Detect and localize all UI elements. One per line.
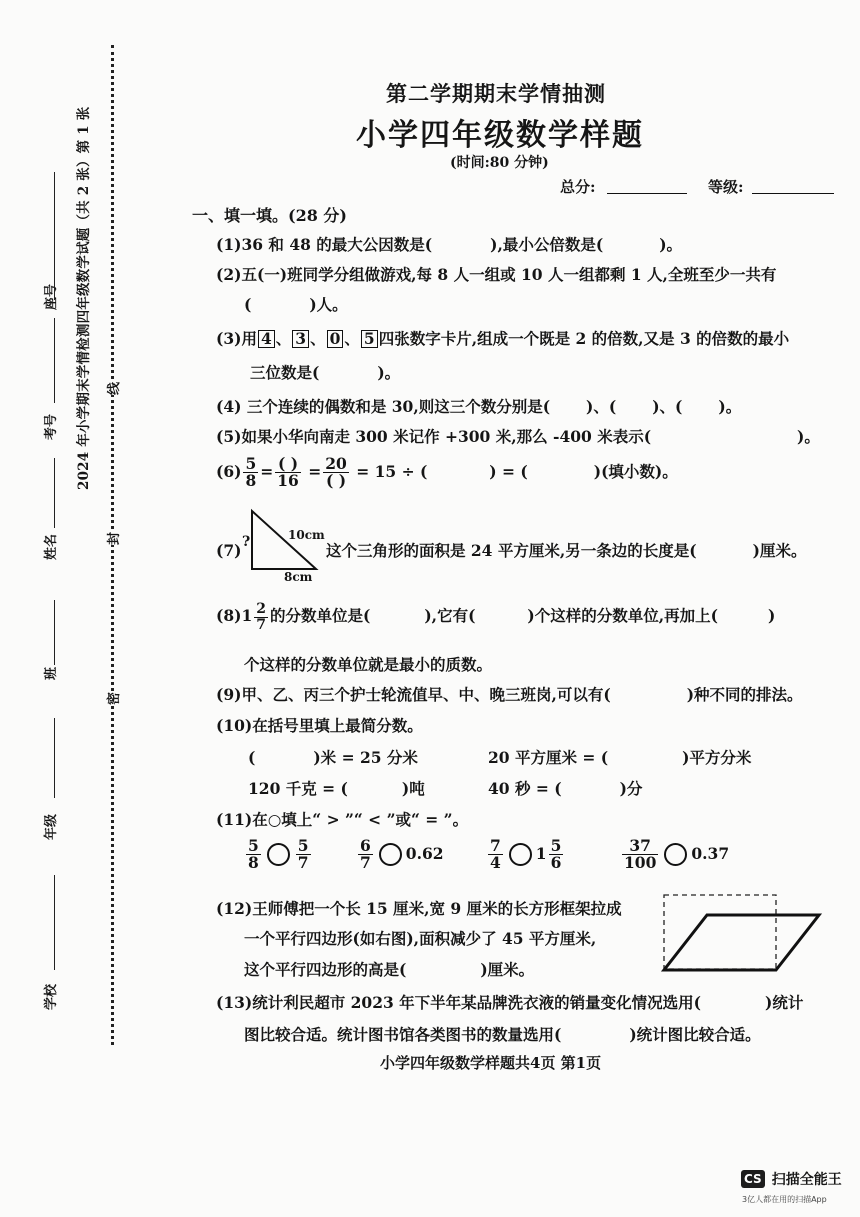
question-13-line2: 图比较合适。统计图书馆各类图书的数量选用( )统计图比较合适。 (244, 1025, 761, 1044)
q10-row1-left: ( )米 = 25 分米 (248, 748, 418, 767)
question-9: (9)甲、乙、丙三个护士轮流值早、中、晚三班岗,可以有( )种不同的排法。 (216, 685, 803, 704)
q11-compare-4: $\frac{37}{100}$ 0.37 (624, 836, 730, 873)
section-1-heading: 一、填一填。(28 分) (192, 206, 347, 225)
seat-line (54, 172, 55, 300)
question-2-answer (244, 293, 348, 315)
fraction-5-8: $\frac{5}{8}$ (245, 454, 257, 491)
seal-dotted-line (111, 45, 114, 1045)
name-label: 姓名 (44, 533, 59, 560)
school-label: 学校 (44, 983, 59, 1010)
triangle-unknown-side: ? (242, 534, 251, 550)
digit-card-0: 0 (327, 330, 344, 348)
q11-compare-1: $\frac{5}{8}$ $\frac{5}{7}$ (248, 836, 309, 873)
q10-row1-right: 20 平方厘米 = ( )平方分米 (488, 748, 752, 767)
exam-time: (时间:80 分钟) (450, 155, 549, 171)
question-12: (12)王师傅把一个长 15 厘米,宽 9 厘米的长方形框架拉成 (216, 899, 622, 918)
digit-card-4: 4 (258, 330, 275, 348)
exam-no-line (54, 318, 55, 403)
page-footer: 小学四年级数学样题共4页 第1页 (380, 1054, 602, 1072)
compare-circle-1[interactable] (267, 843, 290, 866)
q2-open: ( (244, 295, 252, 314)
q11-compare-3: $\frac{7}{4}$ 1 $\frac{5}{6}$ (490, 836, 562, 873)
q1-text-b: ),最小公倍数是( (490, 235, 604, 254)
question-4: (4) 三个连续的偶数和是 30,则这三个数分别是( )、( )、( )。 (216, 397, 742, 416)
question-3: (3)用 4 、 3 、 0 、 5 四张数字卡片,组成一个既是 2 的倍数,又是 3 的倍数的最小 (216, 329, 790, 348)
seal-char-mi: 密 (103, 692, 122, 705)
grade-level-label: 等级: (708, 178, 744, 196)
rectangle-to-parallelogram-figure (655, 888, 825, 980)
score-blank[interactable] (607, 192, 687, 194)
seat-label: 座号 (44, 283, 59, 310)
fraction-20-blank: $\frac{20}{( )}$ (325, 454, 347, 491)
question-6: (6) $\frac{5}{8}$ = $\frac{( )}{16}$ = $\frac{20}{( )}$ = 15 ÷ ( ) = ( )(填小数)。 (216, 454, 678, 491)
q11-compare-2: $\frac{6}{7}$ 0.62 (360, 836, 444, 873)
seal-char-xian: 线 (103, 382, 122, 395)
school-line (54, 875, 55, 970)
exam-line1: 第二学期期末学情抽测 (386, 81, 606, 106)
seal-char-feng: 封 (103, 532, 122, 545)
class-line (54, 600, 55, 665)
class-label: 班 (44, 666, 59, 680)
q1-text-c: )。 (659, 235, 683, 254)
scanner-app-name: 扫描全能王 (771, 1171, 842, 1188)
right-triangle-figure (238, 505, 328, 585)
exam-no-label: 考号 (44, 413, 59, 440)
grade-label: 年级 (44, 813, 59, 840)
question-8: (8)1 $\frac{2}{7}$ 的分数单位是( ),它有( )个这样的分数单位,再加上( ) (216, 601, 776, 633)
q3-text-b: 四张数字卡片,组成一个既是 2 的倍数,又是 3 的倍数的最小 (378, 329, 790, 348)
triangle-base-label: 8cm (284, 570, 313, 584)
question-8-line2: 个这样的分数单位就是最小的质数。 (244, 655, 493, 674)
scanner-tagline: 3亿人都在用的扫描App (742, 1195, 827, 1204)
name-line (54, 458, 55, 528)
compare-circle-3[interactable] (509, 843, 532, 866)
question-12-line3: 这个平行四边形的高是( )厘米。 (244, 960, 535, 979)
exam-info-vertical: 2024 年小学期末学情检测四年级数学试题（共 2 张）第 1 张 (76, 106, 92, 490)
question-2: (2)五(一)班同学分组做游戏,每 8 人一组或 10 人一组都剩 1 人,全班至少一共有 (216, 265, 777, 284)
question-1 (216, 233, 682, 255)
fraction-2-7: $\frac{2}{7}$ (256, 601, 266, 633)
q1-text-a: (1)36 和 48 的最大公因数是( (216, 235, 433, 254)
question-13: (13)统计利民超市 2023 年下半年某品牌洗衣液的销量变化情况选用( )统计 (216, 993, 804, 1012)
grade-line (54, 718, 55, 798)
question-12-line2: 一个平行四边形(如右图),面积减少了 45 平方厘米, (244, 929, 597, 948)
scanner-watermark (741, 1168, 842, 1189)
score-label: 总分: (560, 178, 596, 196)
question-10: (10)在括号里填上最简分数。 (216, 716, 423, 735)
fraction-blank-16: $\frac{( )}{16}$ (277, 454, 299, 491)
triangle-hypotenuse-label: 10cm (288, 528, 325, 542)
question-5: (5)如果小华向南走 300 米记作 +300 米,那么 -400 米表示( )。 (216, 427, 820, 446)
question-7: 这个三角形的面积是 24 平方厘米,另一条边的长度是( )厘米。 (326, 541, 807, 560)
q10-row2-left: 120 千克 = ( )吨 (248, 779, 425, 798)
scanner-logo-icon: CS (741, 1170, 765, 1188)
question-11: (11)在○填上“ > ”“ < ”或“ = ”。 (216, 810, 469, 829)
page-title: 小学四年级数学样题 (356, 118, 644, 153)
digit-card-5: 5 (361, 330, 378, 348)
q10-row2-right: 40 秒 = ( )分 (488, 779, 643, 798)
question-7-label: (7) (216, 541, 242, 560)
question-3-line2: 三位数是( )。 (250, 363, 401, 382)
q2-close: )人。 (309, 295, 348, 314)
compare-circle-4[interactable] (664, 843, 687, 866)
q3-text-a: (3)用 (216, 329, 257, 348)
compare-circle-2[interactable] (379, 843, 402, 866)
digit-card-3: 3 (292, 330, 309, 348)
grade-level-blank[interactable] (752, 192, 834, 194)
